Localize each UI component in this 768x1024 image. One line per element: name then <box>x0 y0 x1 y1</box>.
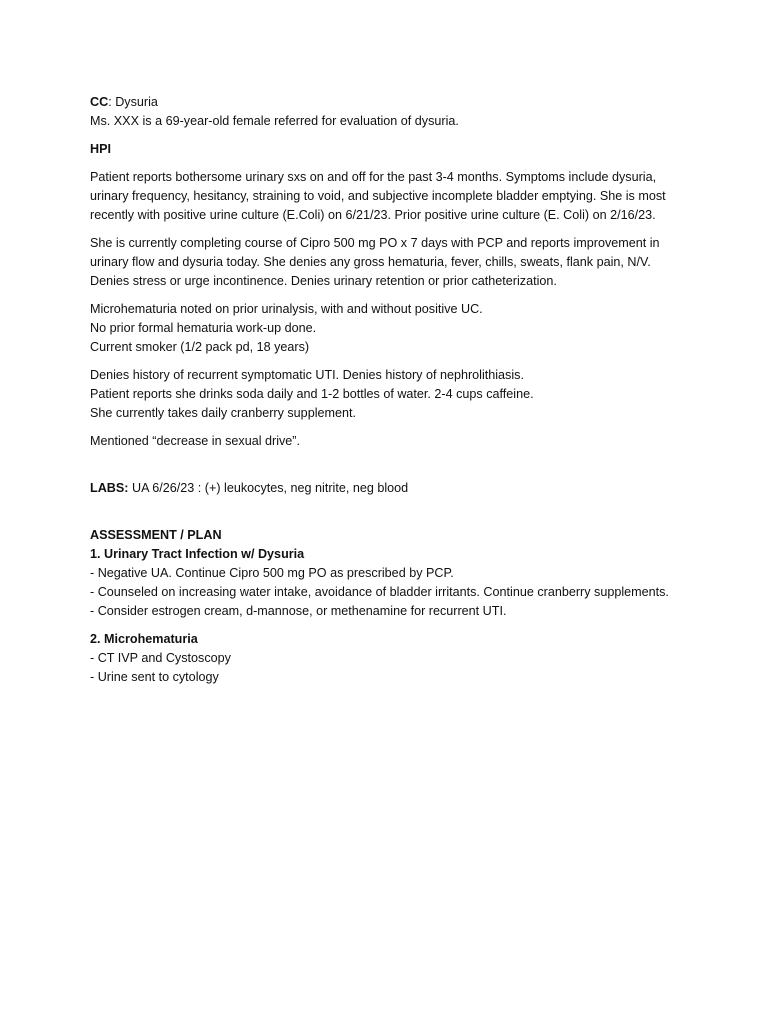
hpi-paragraph-4 <box>90 366 690 423</box>
text-line: Mentioned “decrease in sexual drive”. <box>90 434 301 448</box>
hpi-paragraph-5 <box>90 432 690 451</box>
text-line: She currently takes daily cranberry supplement. <box>90 406 356 420</box>
problem-2-title: 2. Microhematuria <box>90 632 198 646</box>
text-line: She is currently completing course of Cipro 500 mg PO x 7 days with PCP and reports improvement in <box>90 236 660 250</box>
hpi-paragraph-2 <box>90 234 690 291</box>
plan-line: - Urine sent to cytology <box>90 670 219 684</box>
text-line: Patient reports she drinks soda daily and 1-2 bottles of water. 2-4 cups caffeine. <box>90 387 534 401</box>
assessment-heading: ASSESSMENT / PLAN <box>90 528 222 542</box>
text-line: urinary frequency, hesitancy, straining to void, and subjective incomplete bladder emptying. She is most <box>90 189 666 203</box>
text-line: Current smoker (1/2 pack pd, 18 years) <box>90 340 310 354</box>
cc-separator: : <box>108 95 116 109</box>
patient-intro: Ms. XXX is a 69-year-old female referred for evaluation of dysuria. <box>90 114 459 128</box>
problem-1-title: 1. Urinary Tract Infection w/ Dysuria <box>90 547 305 561</box>
hpi-paragraph-1 <box>90 168 690 225</box>
cc-value: Dysuria <box>115 95 158 109</box>
cc-label: CC <box>90 95 109 109</box>
text-line: Denies stress or urge incontinence. Denies urinary retention or prior catheterization. <box>90 274 557 288</box>
text-line: Microhematuria noted on prior urinalysis, with and without positive UC. <box>90 302 483 316</box>
labs-label: LABS: <box>90 481 129 495</box>
text-line: No prior formal hematuria work-up done. <box>90 321 317 335</box>
clinical-note <box>90 93 690 687</box>
plan-line: - Negative UA. Continue Cipro 500 mg PO as prescribed by PCP. <box>90 566 454 580</box>
text-line: Denies history of recurrent symptomatic UTI. Denies history of nephrolithiasis. <box>90 368 524 382</box>
labs-value: UA 6/26/23 : (+) leukocytes, neg nitrite, neg blood <box>128 481 409 495</box>
chief-complaint <box>90 93 690 112</box>
labs-line <box>90 479 690 498</box>
plan-line: - Counseled on increasing water intake, avoidance of bladder irritants. Continue cranberry supplements. <box>90 585 669 599</box>
hpi-heading: HPI <box>90 142 111 156</box>
plan-line: - CT IVP and Cystoscopy <box>90 651 231 665</box>
text-line: Patient reports bothersome urinary sxs on and off for the past 3-4 months. Symptoms include dysuria, <box>90 170 657 184</box>
plan-line: - Consider estrogen cream, d-mannose, or methenamine for recurrent UTI. <box>90 604 507 618</box>
text-line: urinary flow and dysuria today. She denies any gross hematuria, fever, chills, sweats, flank pain, N/V. <box>90 255 651 269</box>
text-line: recently with positive urine culture (E.Coli) on 6/21/23. Prior positive urine culture (E. Coli) on 2/16/23. <box>90 208 656 222</box>
problem-2-plan <box>90 649 690 687</box>
problem-1-plan <box>90 564 690 621</box>
hpi-paragraph-3 <box>90 300 690 357</box>
